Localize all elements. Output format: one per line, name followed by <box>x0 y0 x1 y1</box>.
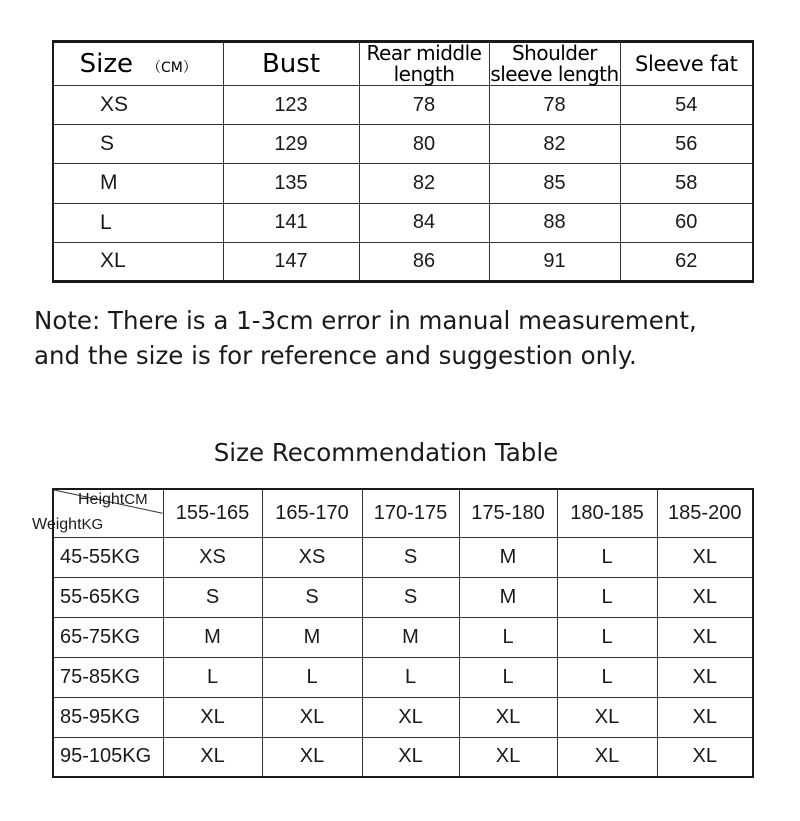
header-rear-middle-line1: Rear middle <box>366 41 482 65</box>
size-recommendation-cell: XS <box>163 537 262 577</box>
rear-middle-cell: 80 <box>359 125 489 164</box>
size-recommendation-cell: XL <box>557 697 657 737</box>
header-rear-middle-length <box>359 42 489 86</box>
weight-range-cell: 65-75KG <box>53 617 163 657</box>
size-recommendation-cell: XL <box>459 697 557 737</box>
height-label: Height <box>78 491 125 508</box>
sleeve-fat-cell: 56 <box>620 125 753 164</box>
size-recommendation-cell: M <box>163 617 262 657</box>
size-recommendation-cell: L <box>163 657 262 697</box>
size-chart-table <box>52 40 754 283</box>
size-recommendation-cell: XL <box>657 617 753 657</box>
size-recommendation-cell: M <box>262 617 362 657</box>
size-cell: M <box>53 164 223 203</box>
header-bust: Bust <box>223 42 359 86</box>
weight-label: Weight <box>32 516 82 533</box>
size-recommendation-cell: L <box>459 617 557 657</box>
header-sleeve-fat: Sleeve fat <box>620 42 753 86</box>
size-recommendation-cell: S <box>362 537 459 577</box>
table-row <box>53 697 753 737</box>
corner-height-label <box>78 491 148 509</box>
table-row <box>53 537 753 577</box>
size-recommendation-cell: XL <box>657 737 753 777</box>
size-recommendation-cell: M <box>459 577 557 617</box>
rear-middle-cell: 84 <box>359 203 489 242</box>
size-recommendation-cell: XL <box>657 657 753 697</box>
table-row <box>53 657 753 697</box>
size-recommendation-cell: M <box>362 617 459 657</box>
weight-unit: KG <box>81 516 104 533</box>
size-recommendation-cell: S <box>362 577 459 617</box>
size-cell: XL <box>53 242 223 281</box>
size-recommendation-cell: XL <box>557 737 657 777</box>
size-recommendation-cell: L <box>362 657 459 697</box>
measurement-note <box>34 303 774 373</box>
size-recommendation-cell: M <box>459 537 557 577</box>
shoulder-sleeve-cell: 85 <box>489 164 620 203</box>
height-range-header: 175-180 <box>459 489 557 537</box>
rear-middle-cell: 86 <box>359 242 489 281</box>
size-recommendation-cell: L <box>262 657 362 697</box>
size-cell: L <box>53 203 223 242</box>
shoulder-sleeve-cell: 78 <box>489 86 620 125</box>
table-row <box>53 203 753 242</box>
weight-range-cell: 95-105KG <box>53 737 163 777</box>
size-recommendation-cell: L <box>557 577 657 617</box>
size-recommendation-cell: XS <box>262 537 362 577</box>
recommendation-table <box>32 488 754 778</box>
corner-cell <box>32 489 163 537</box>
height-range-header: 170-175 <box>362 489 459 537</box>
size-recommendation-cell: XL <box>262 737 362 777</box>
weight-range-cell: 45-55KG <box>53 537 163 577</box>
weight-range-cell: 75-85KG <box>53 657 163 697</box>
size-recommendation-cell: XL <box>163 697 262 737</box>
weight-range-cell: 55-65KG <box>53 577 163 617</box>
size-recommendation-cell: S <box>262 577 362 617</box>
size-cell: XS <box>53 86 223 125</box>
bust-cell: 147 <box>223 242 359 281</box>
recommendation-title: Size Recommendation Table <box>213 438 559 467</box>
height-range-header: 180-185 <box>557 489 657 537</box>
note-line-2: and the size is for reference and suggestion only. <box>34 341 637 370</box>
table-row <box>53 737 753 777</box>
size-recommendation-cell: L <box>459 657 557 697</box>
size-recommendation-cell: L <box>557 617 657 657</box>
bust-cell: 141 <box>223 203 359 242</box>
header-shoulder-sleeve-length <box>489 42 620 86</box>
height-range-header: 165-170 <box>262 489 362 537</box>
size-recommendation-cell: XL <box>262 697 362 737</box>
size-chart-header-row <box>53 42 753 86</box>
sleeve-fat-cell: 62 <box>620 242 753 281</box>
height-range-header: 155-165 <box>163 489 262 537</box>
size-recommendation-cell: L <box>557 537 657 577</box>
rear-middle-cell: 78 <box>359 86 489 125</box>
rear-middle-cell: 82 <box>359 164 489 203</box>
table-row <box>53 577 753 617</box>
shoulder-sleeve-cell: 91 <box>489 242 620 281</box>
bust-cell: 129 <box>223 125 359 164</box>
size-recommendation-cell: XL <box>657 577 753 617</box>
header-size <box>53 42 223 86</box>
size-recommendation-cell: XL <box>362 697 459 737</box>
size-cell: S <box>53 125 223 164</box>
note-line-1: Note: There is a 1-3cm error in manual measurement, <box>34 306 697 335</box>
weight-range-cell: 85-95KG <box>53 697 163 737</box>
bust-cell: 135 <box>223 164 359 203</box>
size-recommendation-cell: S <box>163 577 262 617</box>
table-row <box>53 86 753 125</box>
header-shoulder-line1: Shoulder <box>511 41 598 65</box>
height-unit: CM <box>124 491 148 508</box>
size-recommendation-cell: XL <box>459 737 557 777</box>
table-row <box>53 125 753 164</box>
bust-cell: 123 <box>223 86 359 125</box>
size-recommendation-cell: XL <box>657 697 753 737</box>
table-row <box>53 617 753 657</box>
size-recommendation-cell: L <box>557 657 657 697</box>
header-size-unit: （CM） <box>147 60 197 76</box>
sleeve-fat-cell: 58 <box>620 164 753 203</box>
sleeve-fat-cell: 54 <box>620 86 753 125</box>
height-range-header: 185-200 <box>657 489 753 537</box>
header-shoulder-line2: sleeve length <box>490 62 619 86</box>
shoulder-sleeve-cell: 88 <box>489 203 620 242</box>
table-row <box>53 242 753 281</box>
size-recommendation-cell: XL <box>163 737 262 777</box>
table-row <box>53 164 753 203</box>
size-recommendation-cell: XL <box>657 537 753 577</box>
sleeve-fat-cell: 60 <box>620 203 753 242</box>
header-rear-middle-line2: length <box>393 62 455 86</box>
corner-weight-label <box>32 516 103 534</box>
header-size-label: Size <box>79 49 133 79</box>
shoulder-sleeve-cell: 82 <box>489 125 620 164</box>
size-recommendation-cell: XL <box>362 737 459 777</box>
recommendation-header-row <box>53 489 753 537</box>
